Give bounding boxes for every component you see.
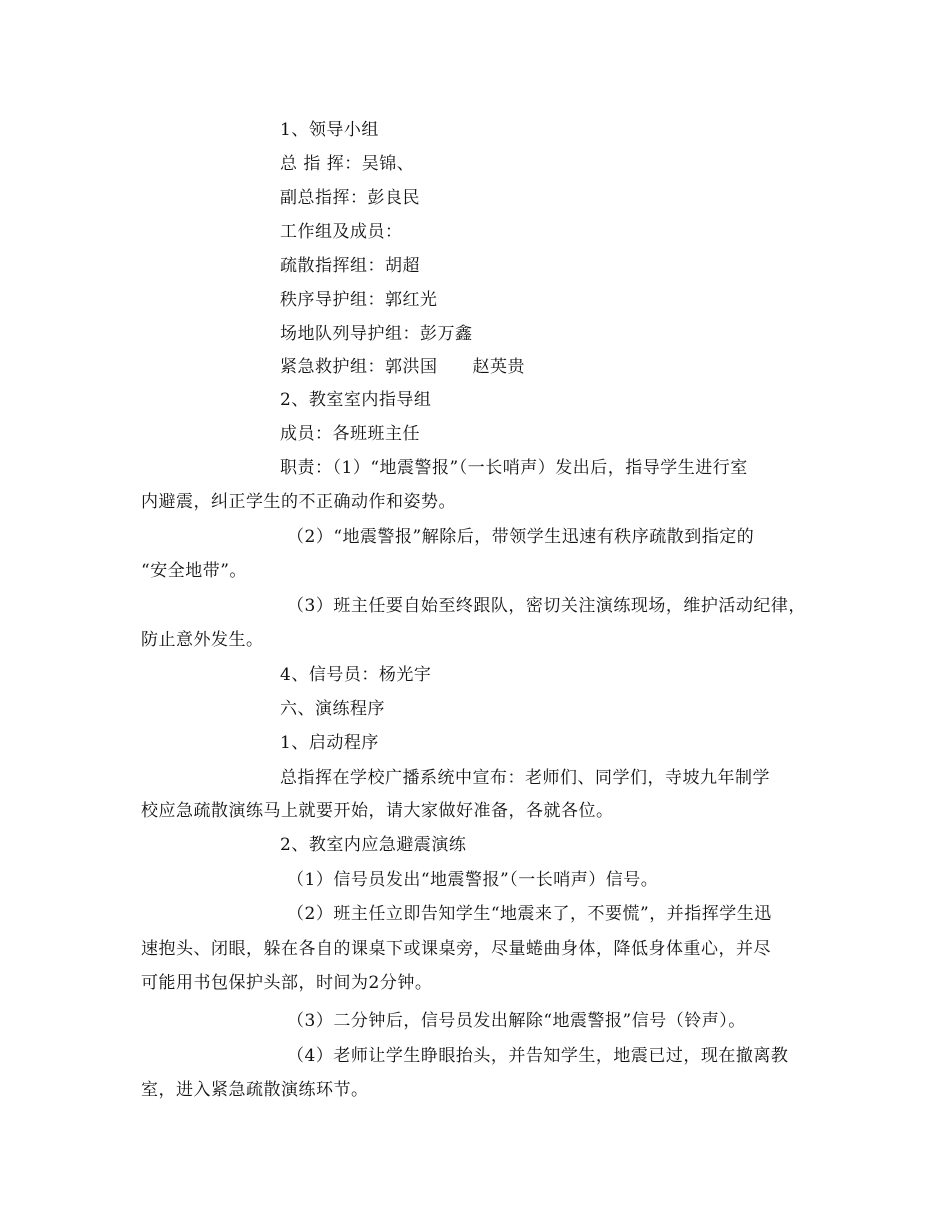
paragraph-line: 总指挥在学校广播系统中宣布：老师们、同学们，寺坡九年制学 (280, 768, 770, 788)
paragraph-line: 可能用书包保护头部，时间为2分钟。 (141, 973, 433, 993)
paragraph-line: 速抱头、闭眼，躲在各自的课桌下或课桌旁，尽量蜷曲身体，降低身体重心，并尽 (141, 939, 771, 959)
paragraph-line: （2）“地震警报”解除后，带领学生迅速有秩序疏散到指定的 (287, 527, 755, 547)
text-line: 工作组及成员： (280, 222, 403, 242)
paragraph-line: （4）老师让学生睁眼抬头，并告知学生，地震已过，现在撤离教 (287, 1046, 789, 1066)
text-line: 成员：各班班主任 (280, 424, 420, 444)
text-line: 疏散指挥组：胡超 (280, 256, 420, 276)
section-heading: 六、演练程序 (280, 699, 385, 719)
paragraph-line: （1）信号员发出“地震警报”（一长哨声）信号。 (287, 870, 659, 890)
text-line: 总 指 挥：吴锦、 (280, 154, 415, 174)
paragraph-line: 防止意外发生。 (141, 630, 264, 650)
paragraph-line: 校应急疏散演练马上就要开始，请大家做好准备，各就各位。 (141, 801, 614, 821)
section-heading: 1、启动程序 (280, 733, 379, 753)
text-line: 副总指挥：彭良民 (280, 188, 420, 208)
text-line: 4、信号员：杨光宇 (280, 665, 432, 685)
text-line: 场地队列导护组：彭万鑫 (280, 324, 473, 344)
text-line: 紧急救护组：郭洪国 赵英贵 (280, 357, 525, 377)
paragraph-line: 内避震，纠正学生的不正确动作和姿势。 (141, 492, 456, 512)
section-heading: 1、领导小组 (280, 120, 379, 140)
paragraph-line: 职责：（1）“地震警报”（一长哨声）发出后，指导学生进行室 (280, 458, 748, 478)
paragraph-line: （2）班主任立即告知学生“地震来了，不要慌”，并指挥学生迅 (287, 904, 772, 924)
text-line: 秩序导护组：郭红光 (280, 290, 438, 310)
paragraph-line: “安全地带”。 (141, 561, 247, 581)
paragraph-line: （3）二分钟后，信号员发出解除“地震警报”信号（铃声）。 (287, 1011, 746, 1031)
paragraph-line: （3）班主任要自始至终跟队，密切关注演练现场，维护活动纪律， (287, 596, 806, 616)
section-heading: 2、教室室内指导组 (280, 390, 432, 410)
section-heading: 2、教室内应急避震演练 (280, 835, 467, 855)
paragraph-line: 室，进入紧急疏散演练环节。 (141, 1080, 369, 1100)
